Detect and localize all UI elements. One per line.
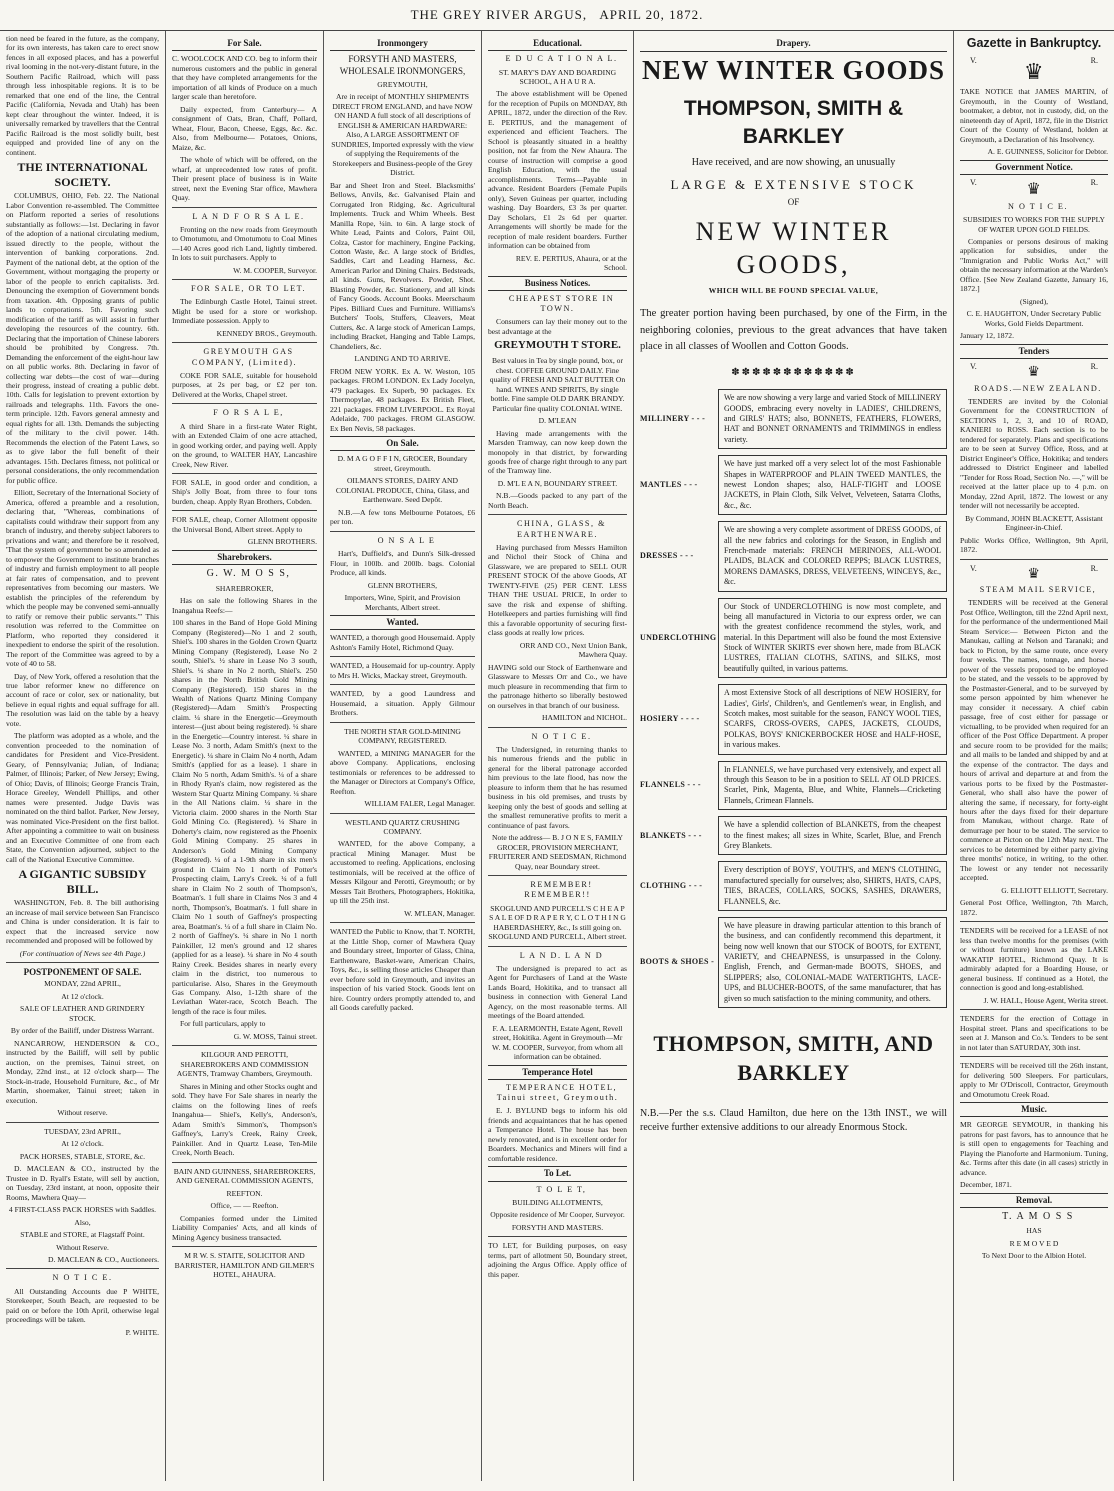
section-removal: Removal. bbox=[960, 1193, 1108, 1208]
wanted-housemaid-country: WANTED, a Housemaid for up-country. Apply to Mrs H. Wicks, Mackay street, Greymouth. bbox=[330, 661, 475, 680]
news-railroad: tion need be feared in the future, as the company, for its own interests, has taken care to erect snow fences in all exposed places, and has a powerful rival looming in the not-very-distant future, in the Southern Pacific Railroad, which will pass through less inhospitable regions. It is to be remarked that one end of the line, the Central Pacific (California, Nevada and Utah) has been kept clear throughout the winter. Indeed, it is universally remarked by travellers that the Central Pacific Railroad is the most solidly built, best equipped and provided line of any on the continent. bbox=[6, 34, 159, 157]
department-description: Every description of BOYS', YOUTH'S, and MEN'S CLOTHING, manufactured specially for ourselves; also, SHIRTS, HATS, CAPS, TIES, BRACES, COLLARS, SOCKS, SASHES, DRAWERS, FLANNELS, &c. bbox=[718, 861, 947, 911]
at12-line: At 12 o'clock. bbox=[61, 991, 104, 1001]
firm-name-footer: THOMPSON, SMITH, AND BARKLEY bbox=[653, 1031, 934, 1085]
guinness-signature: A. E. GUINNESS, Solicitor for Debtor. bbox=[987, 147, 1108, 157]
educational-title: E D U C A T I O N A L. bbox=[505, 54, 618, 64]
at12-line-2: At 12 o'clock. bbox=[61, 1139, 104, 1149]
steam-mail-tender: TENDERS will be received at the General Post Office, Wellington, till the 22nd April next, for the performance of the undermentioned Mail Steam Service:— Between Picton and the Manukau, calling at Nelson and Taranaki; and back to Picton, by the same route, once every four weeks. The names, tonnage, and horse-power of the vessels proposed to be employed to be stated, and the vessels to be approved by the Postmaster-General, and to be surveyed by some person appointed by him whenever he may consider it necessary. A chief cabin passage, free of cost either for passage or victualling, to be provided when required for an officer of the Post Office Department. A proper and secure room to be provided for the mails; and all mails to be landed and shipped by and at the expense of the contractor. The days and hours of arrival and departure at and from the various ports to be fixed by the Postmaster-General, who shall also have the power of altering the same, if necessary, for forty-eight hours after the days fixed for their departure from Manukau, without charge. Rate of demurrage per hour to be stated. The service to commence at Picton on the 12th May next. The services to be determined by either party giving three months' notice, in writing, to the other. The lowest or any tender not necessarily accepted. bbox=[960, 598, 1108, 883]
gpo-date: General Post Office, Wellington, 7th March, 1872. bbox=[960, 898, 1108, 917]
learmonth-signature: F. A. LEARMONTH, Estate Agent, Revell street, Hokitika. Agent in Greymouth—Mr W. M. COOPER, Surveyor, from whom all information can be obtained. bbox=[491, 1023, 624, 1062]
north-star-ad: WANTED, a MINING MANAGER for the above Company. Applications, enclosing testimonials or references to be addressed to the Manager or Directors at Company's Office, Reefton. bbox=[330, 748, 475, 796]
haughton-signature: C. E. HAUGHTON, Under Secretary Public Works, Gold Fields Department. bbox=[966, 309, 1102, 328]
divider bbox=[960, 559, 1108, 560]
jones-notice: The Undersigned, in returning thanks to his numerous friends and the public in general for the liberal patronage accorded him previous to the late flood, has now the pleasure to inform them that he has resumed business in his old premises, and trusts by keeping only the best of goods and selling at the smallest remunerative profits to merit a continuance of past favors. bbox=[488, 744, 627, 830]
divider bbox=[330, 813, 475, 814]
pack-horses-line: 4 FIRST-CLASS PACK HORSES with Saddles. bbox=[8, 1205, 157, 1215]
divider bbox=[960, 1009, 1108, 1010]
next-door-line: To Next Door to the Albion Hotel. bbox=[981, 1251, 1087, 1261]
page-columns bbox=[0, 31, 1114, 1481]
divider bbox=[488, 1236, 627, 1237]
news-convention: COLUMBUS, OHIO, Feb. 22. The National Labor Convention re-assembled. The Committee on Platform reported a series of resolutions substantially as follows:—1st. Declaring in favor of the adoption of a national circulating medium, issued directly to the people, without the intervention of banking corporations. 2nd. Payment of the national debt, at the option of the Government, without mortgaging the property or labor of the people to enrich capitalists. 3rd. Denouncing the exemption of Government bonds from taxation. 4th. Opposing grants of public lands to corporations. 5th. Favoring such modification of the tariff as will assist in further developing the resources of the country. 6th. Declaring that the importation of Chinese laborers should be prohibited by Congress. 7th. Demanding the enforcement of the eight-hour law on all public works. 8th. Declaring in favor of collecting war debts—the cost of war—during their progress, instead of creating a public debt. 10th. Calls for legislation to prevent extortion by railroads and telegraphs. 11th. Favors the one-term principle. 12th. Favors general amnesty and equal rights for all. 13th. Demands the subjecting of the military to the civil power. 14th. Recommends the election of the Patent Laws, so as to give labor the full benefit of their advantages. 15th. Declares fitness, not political or personal considerations, the only recommendation for public office. bbox=[6, 191, 159, 485]
column-drapery bbox=[634, 31, 954, 1481]
column-educational bbox=[482, 31, 634, 1481]
divider bbox=[172, 279, 317, 280]
glenn-importers: Importers, Wine, Spirit, and Provision Merchants, Albert street. bbox=[344, 593, 461, 612]
water-right-title: F O R S A L E, bbox=[213, 408, 284, 418]
divider bbox=[172, 1246, 317, 1247]
heading-subsidy-bill: A GIGANTIC SUBSIDY BILL. bbox=[18, 867, 147, 897]
allotment-ad: FOR SALE, cheap, Corner Allotment opposite the Universal Bond, Albert street. Apply to bbox=[172, 515, 317, 534]
section-on-sale: On Sale. bbox=[330, 436, 475, 451]
woolcock-whole: The whole of which will be offered, on the wharf, at unprecedented low rates of profit. Their present place of business is in Waite street, next the Evening Star office, Mawhera Quay. bbox=[172, 155, 317, 203]
on-sale-title: O N S A L E bbox=[377, 535, 436, 545]
westland-ad: WANTED, for the above Company, a practical Mining Manager. Must be accustomed to reefing. Applications, enclosing testimonials, will be received at the office of Messrs Kilgour and Perotti, Greymouth; or by Messrs Tait Brothers, Photographers, Hokitika, up till the 25th inst. bbox=[330, 839, 475, 906]
news-platform: The platform was adopted as a whole, and the convention proceeded to the nomination of candidates for President and Vice-President. Geary, of Pennsylvania; Julian, of Indiana; Palmer, of Illinois; Parker, of New Jersey; Ewing, of Ohio; Davis, of Illinois; George Francis Train, Horace Greeley, Wendell Phillips, and other names were presented. Judge Davis was nominated on the third ballot. Parker, New Jersey, was nominated Vice-President on the first ballot. After appointing a committee to wait on business and an Executive Committee of one from each State, the Convention adjourned, subject to the call of the National Executive Committee. bbox=[6, 731, 159, 864]
t-store-goods: Best values in Tea by single pound, box, or chest. COFFEE GROUND DAILY. Fine quality of FRESH AND SALT BUTTER On hand. WINES AND SPIRITS, By single bottle. Fine sample OLD DARK BRANDY. Particular fine quality COLONIAL WINE. bbox=[489, 356, 626, 413]
consumers-line: Consumers can lay their money out to the best advantage at the bbox=[488, 317, 627, 336]
white-notice-title: N O T I C E. bbox=[52, 1273, 113, 1283]
section-to-let: To Let. bbox=[488, 1166, 627, 1181]
kilgour-ad: Shares in Mining and other Stocks ought and sold. They have For Sale shares in nearly the claims on the following lines of reefs Inangahua— Shiel's, Kelly's, Anderson's, Adam Smith's Simmon's, Thompson's Gaffney's, Larry's Creek, Rainy Creek, Painkiller. And in Quartz Lease, Ten-Mile Creek, North Beach. bbox=[172, 1081, 317, 1158]
shipment-note: N.B.—Per the s.s. Claud Hamilton, due here on the 13th INST., we will receive further extensive additions to our already Enormous Stock. bbox=[640, 1108, 947, 1134]
department-name: BOOTS & SHOES - bbox=[640, 957, 715, 967]
firm-name: THOMPSON, SMITH & BARKLEY bbox=[683, 97, 904, 148]
column-ironmongery bbox=[324, 31, 482, 1481]
coke-ad: COKE FOR SALE, suitable for household purposes, at 2s per bag, or £2 per ton. Delivered at the Works, Chapel street. bbox=[172, 370, 317, 399]
ship-list: FROM NEW YORK. Ex A. W. Weston, 105 packages. FROM LONDON. Ex Lady Jocelyn, 479 packages. Ex Superb, 90 packages. Ex Thermopylae, 48 packages. Ex British Fleet, 221 packages. FROM LIVERPOOL. Ex Royal Adelaide, 700 packages. FROM GLASGOW. Ex Ben Nevis, 58 packages. bbox=[330, 366, 475, 433]
moss-particulars: For full particulars, apply to bbox=[180, 1019, 266, 1029]
large-stock-line: LARGE & EXTENSIVE STOCK bbox=[670, 176, 917, 192]
hamilton-signature: HAMILTON and NICHOL. bbox=[541, 713, 627, 723]
department-row bbox=[640, 521, 947, 591]
woolcock-ad: C. WOOLCOCK AND CO. beg to inform their numerous customers and the public in general that they have completed arrangements for the importation of all kinds of Produce on a much larger scale than heretofore. bbox=[172, 54, 317, 102]
moss-title: G. W. M O S S, bbox=[206, 568, 291, 580]
signed-line: (Signed), bbox=[1019, 296, 1049, 306]
opposite-cooper: Opposite residence of Mr Cooper, Surveyor. bbox=[490, 1210, 625, 1220]
lease-tender: TENDERS will be received for a LEASE of not less than twelve months for the premises (with or without furniture) known as the LAKE WAKATIP HOTEL, Richmond Quay. It is admirably adapted for a Boarding House, or general business. If continued as a Hotel, the connection is good and long-established. bbox=[960, 926, 1108, 993]
mlean-name: D. M'LEAN bbox=[538, 416, 577, 426]
r-letter: R. bbox=[1090, 362, 1098, 372]
subsidies-text: Companies or persons desirous of making application for subsidies, under the "Immigration and Public Works Act," will obtain the necessary information at the Warden's Office. [See New Zealand Gazette, January 16, 1872.] bbox=[960, 236, 1108, 294]
crown-icon: ♛ bbox=[1027, 566, 1040, 582]
masthead-date: APRIL 20, 1872. bbox=[599, 7, 704, 22]
section-tenders: Tenders bbox=[960, 344, 1108, 359]
westland-title: WESTLAND QUARTZ CRUSHING COMPANY. bbox=[345, 817, 460, 836]
heading-international-society: THE INTERNATIONAL SOCIETY. bbox=[17, 160, 148, 190]
building-allotments: BUILDING ALLOTMENTS, bbox=[512, 1197, 603, 1207]
department-row bbox=[640, 389, 947, 449]
bankruptcy-notice: TAKE NOTICE that JAMES MARTIN, of Greymouth, in the County of Westland, bootmaker, a debtor, not in custody, did, on the nineteenth day of April, 1872, file in the District Court of the County of Westland, holden at Greymouth, a Declaration of his Insolvency. bbox=[960, 87, 1108, 144]
department-name: BLANKETS - - - bbox=[640, 830, 702, 840]
divider bbox=[6, 1122, 159, 1123]
divider bbox=[330, 656, 475, 657]
edinburgh-ad: The Edinburgh Castle Hotel, Tainui street. Might be used for a store or workshop. Immediate possession. Apply to bbox=[172, 297, 317, 326]
royal-arms bbox=[960, 56, 1108, 88]
divider bbox=[488, 875, 627, 876]
section-government-notice: Government Notice. bbox=[960, 160, 1108, 175]
lead-paragraph: The greater portion having been purchased, by one of the Firm, in the neighboring colonies, previous to the great advances that have taken place in all classes of Woollen and Cotton Goods. bbox=[640, 307, 947, 353]
divider bbox=[172, 510, 317, 511]
department-name: DRESSES - - - bbox=[640, 551, 694, 561]
sleepers-tender: TENDERS will be received till the 26th instant, for delivering 500 Sleepers. For particulars, apply to Mr O'Driscoll, Contractor, Greymouth and Omotumotu Creek Road. bbox=[960, 1061, 1108, 1099]
magoffin-nb: N.B.—A few tons Melbourne Potatoes, £6 per ton. bbox=[330, 507, 475, 527]
mlean-boundary: D. M'L E A N, BOUNDARY STREET. bbox=[497, 478, 618, 488]
bain-title: BAIN AND GUINNESS, SHAREBROKERS, AND GENERAL COMMISSION AGENTS, bbox=[173, 1166, 316, 1186]
water-right-ad: A third Share in a first-rate Water Right, with an Extended Claim of one acre attached, in good working order, and paying well. Apply on the ground, to WALTER HAY, Lancashire Creek, New River. bbox=[172, 421, 317, 469]
steam-mail-title: STEAM MAIL SERVICE, bbox=[979, 585, 1097, 595]
magoffin-title: D. M A G O F F I N, GROCER, Boundary street, Greymouth. bbox=[337, 454, 468, 473]
v-letter: V. bbox=[970, 55, 977, 65]
bylund-ad: E. J. BYLUND begs to inform his old friends and acquaintances that he has opened a Temperance Hotel. The house has been newly renovated, and is in excellent order for Boarders. Mechanics and Miners will find a comfortable residence. bbox=[488, 1106, 627, 1163]
divider bbox=[330, 531, 475, 532]
divider bbox=[330, 684, 475, 685]
maclean-signature: D. MACLEAN & CO., Auctioneers. bbox=[48, 1254, 159, 1264]
subsidies-title: SUBSIDIES TO WORKS FOR THE SUPPLY OF WATER UPON GOLD FIELDS. bbox=[963, 215, 1105, 234]
hamilton-ad: HAVING sold our Stock of Earthenware and Glassware to Messrs Orr and Co., we have much pleasure in recommending that firm to the patronage hitherto so liberally bestowed on ourselves in that branch of our business. bbox=[488, 662, 627, 710]
forsyth-receipt: Are in receipt of MONTHLY SHIPMENTS DIRECT FROM ENGLAND, and have NOW ON HAND A full stock of all descriptions of ENGLISH & AMERICAN HARDWARE: Also, A LARGE ASSORTMENT OF SUNDRIES, Imported expressly with the view of supplying the Requirements of the Storekeepers and Business-people of the Grey District. bbox=[331, 92, 474, 178]
section-ironmongery: Ironmongery bbox=[330, 37, 475, 51]
news-elliott: Elliott, Secretary of the International Society of America, offered a preamble and a resolution, declaring that, "Whereas, combinations of capitalists could withdraw their support from any branch of industry, and thereby subject laborers to privations and want; and therefore be it resolved, 'That the system of government be so amended as to empower the Government to institute branches of industry and furnish employment to all people at fair rates of compensation, and to prevent representatives from becoming our masters. We establish the principles of the referendum by which the people may be convened semi-annually to ratify or remove their public servants.'" This resolution was referred to the Committee on Platform, who reported they considered it inexpedient to endorse the spirit of the resolution. The report of the Committee was agreed to by a vote of 40 to 58. bbox=[6, 488, 159, 669]
department-name: MANTLES - - - bbox=[640, 480, 698, 490]
divider bbox=[172, 207, 317, 208]
department-row bbox=[640, 816, 947, 855]
pertius-signature: REV. E. PERTIUS, Ahaura, or at the School. bbox=[515, 253, 627, 273]
divider bbox=[172, 473, 317, 474]
white-signature: P. WHITE. bbox=[125, 1327, 159, 1337]
elliott-signature: G. ELLIOTT ELLIOTT, Secretary. bbox=[1001, 885, 1108, 895]
section-temperance: Temperance Hotel bbox=[488, 1065, 627, 1080]
v-letter: V. bbox=[970, 362, 977, 372]
north-beach-note: N.B.—Goods packed to any part of the North Beach. bbox=[488, 491, 627, 510]
land-for-sale: Fronting on the new roads from Greymouth to Omotumotu, and Omotumotu to Coal Mines—140 Acres good rich Land, lightly timbered. In lots to suit purchasers. Apply to bbox=[172, 224, 317, 263]
department-name: HOSIERY - - - - bbox=[640, 714, 700, 724]
stable-line: STABLE and STORE, at Flagstaff Point. bbox=[20, 1230, 145, 1240]
st-marys-title: ST. MARY'S DAY AND BOARDING SCHOOL, A H A U R A. bbox=[498, 67, 617, 86]
department-description: We have pleasure in drawing particular attention to this branch of the business, and can confidently recommend this department, it being now well known that our STOCK of BOOTS, for EXTENT, VARIETY, and CHEAPNESS, is unsurpassed in the Colony. English, French, and German-made BOOTS, SHOES, and SLIPPERS; also, COLONIAL-MADE WATERTIGHTS, LACE-UPS, and BLUCHER-BOOTS, of the same manufacturer, that has given so much satisfaction to the mining community, and others. bbox=[718, 917, 947, 1008]
land-for-sale-title: L A N D F O R S A L E. bbox=[192, 211, 305, 221]
r-letter: R. bbox=[1090, 563, 1098, 573]
divider bbox=[960, 1056, 1108, 1057]
blackett-signature: By Command, JOHN BLACKETT, Assistant Engineer-in-Chief. bbox=[965, 513, 1103, 533]
department-row bbox=[640, 861, 947, 911]
column-notices bbox=[954, 31, 1114, 1481]
skoglund-ad: SKOGLUND AND PURCELL'S C H E A P S A L E OF D R A P E R Y, C L O T H I N G HABERDASHERY, &c., Is still going on. SKOGLUND AND PURCELL, Albert street. bbox=[488, 903, 627, 942]
orr-signature: ORR AND CO., Next Union Bank, Mawhera Quay. bbox=[519, 640, 627, 660]
new-winter-goods-headline: NEW WINTER GOODS bbox=[641, 54, 946, 85]
moss-removal-title: T. A M O S S bbox=[1002, 1210, 1074, 1222]
of-line: OF bbox=[787, 196, 800, 207]
gazette-bankruptcy-heading: Gazette in Bankruptcy. bbox=[966, 36, 1102, 50]
faler-signature: WILLIAM FALER, Legal Manager. bbox=[364, 799, 475, 809]
leather-sale: SALE OF LEATHER AND GRINDERY STOCK. bbox=[20, 1004, 145, 1023]
china-title: CHINA, GLASS, & EARTHENWARE. bbox=[517, 519, 606, 539]
land-agent-title: L A N D. L A N D bbox=[519, 950, 604, 960]
gov-notice-title: N O T I C E. bbox=[1007, 201, 1068, 211]
bain-reefton: REEFTON. bbox=[226, 1188, 263, 1198]
edinburgh-title: FOR SALE, OR TO LET. bbox=[190, 284, 307, 294]
crown-icon: ♛ bbox=[1027, 365, 1040, 381]
jones-address: Note the address— B. J O N E S, FAMILY GROCER, PROVISION MERCHANT, FRUITERER AND SEEDSMAN, Richmond Quay, near Boundary street. bbox=[488, 833, 627, 871]
news-subsidy: WASHINGTON, Feb. 8. The bill authorising an increase of mail service between San Francisco and China is under consideration. It is fair to expect that the increased service now recommended and proposed will be followed by bbox=[6, 898, 159, 946]
crown-icon: ♛ bbox=[1026, 180, 1041, 198]
tuesday-line: TUESDAY, 23rd APRIL, bbox=[44, 1126, 121, 1136]
divider bbox=[172, 342, 317, 343]
jan-date: January 12, 1872. bbox=[960, 331, 1014, 341]
section-sharebrokers-label: Sharebrokers. bbox=[172, 550, 317, 565]
gas-company-title: GREYMOUTH GAS COMPANY, (Limited). bbox=[191, 347, 298, 367]
news-day: Day, of New York, offered a resolution that the true labor reformer knew no difference on account of race or color, sex or nationality, but believe in equal rights and equal suffrage for all. The resolution was laid on the table by a heavy vote. bbox=[6, 671, 159, 728]
removed-line: R E M O V E D bbox=[1009, 1238, 1059, 1248]
mlean-signature: W. M'LEAN, Manager. bbox=[404, 908, 475, 918]
masthead-paper: THE GREY RIVER ARGUS, bbox=[410, 7, 588, 22]
magoffin-stores: OILMAN'S STORES, DAIRY AND COLONIAL PRODUCE, China, Glass, and Earthenware. Seed Depôt. bbox=[335, 476, 470, 505]
intro-line: Have received, and are now showing, an unusually bbox=[691, 156, 896, 168]
divider bbox=[960, 921, 1108, 922]
department-name: CLOTHING - - - bbox=[640, 880, 703, 890]
department-description: We are now showing a very large and varied Stock of MILLINERY GOODS, embracing every novelty in LADIES', CHILDREN'S, and GIRLS' HATS; also, BONNETS, FEATHERS, FLOWERS, HAT and BONNET ORNAMENTS and TRIMMINGS in endless variety. bbox=[718, 389, 947, 449]
department-name: UNDERCLOTHING bbox=[640, 632, 717, 642]
wanted-laundress: WANTED, by a good Laundress and Housemaid, a situation. Apply Gilmour Brothers. bbox=[330, 689, 475, 718]
section-music: Music. bbox=[960, 1102, 1108, 1117]
divider bbox=[6, 1268, 159, 1269]
royal-arms-4 bbox=[960, 564, 1108, 586]
royal-arms-3 bbox=[960, 362, 1108, 384]
north-star-title: THE NORTH STAR GOLD-MINING COMPANY, REGISTERED. bbox=[344, 726, 461, 746]
roads-title: ROADS.—NEW ZEALAND. bbox=[974, 383, 1102, 393]
temperance-title: TEMPERANCE HOTEL, Tainui street, Greymouth. bbox=[496, 1082, 619, 1103]
forsyth-location: GREYMOUTH, bbox=[377, 79, 428, 89]
tramway-ad: Having made arrangements with the Marsden Tramway, can now keep down the monopoly in that district, by forwarding goods free of charge right through to any part of the Tramway line. bbox=[488, 428, 627, 476]
also-line: Also, bbox=[74, 1217, 91, 1227]
section-business-notices: Business Notices. bbox=[488, 276, 627, 291]
section-drapery: Drapery. bbox=[640, 37, 947, 52]
kennedy-signature: KENNEDY BROS., Greymouth. bbox=[216, 328, 317, 338]
column-for-sale bbox=[166, 31, 324, 1481]
dec-date: December, 1871. bbox=[960, 1180, 1012, 1190]
department-name: FLANNELS - - - bbox=[640, 780, 701, 790]
section-for-sale: For Sale. bbox=[172, 37, 317, 51]
woolcock-daily: Daily expected, from Canterbury— A consignment of Oats, Bran, Chaff, Pollard, Wheat, Flour, Bacon, Cheese, Eggs, &c. &c. Also, from Melbourne— Potatoes, Onions, Maize, &c. bbox=[172, 104, 317, 152]
ornament-divider: ✽✽✽✽✽✽✽✽✽✽✽✽ bbox=[731, 367, 856, 379]
divider bbox=[172, 1045, 317, 1046]
department-description: In FLANNELS, we have purchased very extensively, and expect all through this Season to be in a position to SELL AT OLD PRICES. Scarlet, Pink, Magenta, Blue, and White, Flannels—Cricketing Flannels, Crimean Flannels. bbox=[718, 761, 947, 811]
jones-notice-title: N O T I C E. bbox=[531, 731, 592, 741]
pwo-date: Public Works Office, Wellington, 9th April, 1872. bbox=[960, 535, 1108, 555]
department-name: MILLINERY - - - bbox=[640, 414, 706, 424]
royal-arms-2 bbox=[960, 178, 1108, 202]
department-row bbox=[640, 917, 947, 1008]
pack-horses-heading: PACK HORSES, STABLE, STORE, &c. bbox=[19, 1151, 146, 1161]
wanted-housemaid: WANTED, a thorough good Housemaid. Apply Ashton's Family Hotel, Richmond Quay. bbox=[330, 633, 475, 652]
cheapest-store-title: CHEAPEST STORE IN TOWN. bbox=[508, 293, 615, 314]
department-description: Our Stock of UNDERCLOTHING is now most complete, and being all manufactured in Victoria to our express order, we can with the greatest confidence recommend the styles, work, and material. In this Department will also be found the most Extensive Stock of WINTER SKIRTS ever shown here, made from BLACK LUSTRES, ITALIAN CLOTHS, SATINS, and SILKS, most beautifully quilted, in various patterns. bbox=[718, 598, 947, 679]
without-reserve: Without reserve. bbox=[57, 1108, 108, 1118]
divider bbox=[488, 514, 627, 515]
special-value-line: WHICH WILL BE FOUND SPECIAL VALUE, bbox=[708, 286, 879, 296]
to-let-ad: TO LET, for Building purposes, on easy terms, part of allotment 50, Boundary street, adjoining the Argus Office. Apply office of this paper. bbox=[488, 1241, 627, 1279]
continuation-note: (For continuation of News see 4th Page.) bbox=[19, 948, 146, 958]
v-letter: V. bbox=[970, 563, 977, 573]
to-let-title: T O L E T, bbox=[536, 1184, 587, 1194]
column-news bbox=[0, 31, 166, 1481]
roads-tender: TENDERS are invited by the Colonial Government for the CONSTRUCTION of SECTIONS 1, 2, 3, and 10 of ROAD, KANIERI to ROSS. Each section is to be tendered for separately. Plans and specifications are to be seen at Survey Office, Ross, and at District Engineer's Office, Hokitika; and tenders addressed to District Engineer and labelled "Tender for Ross Road, Section No. —," will be received at the latter place up to 4 p.m. on Monday, 22nd April, 1872. The lowest or any tender will not necessarily be accepted. bbox=[960, 396, 1108, 511]
divider bbox=[172, 1162, 317, 1163]
without-reserve-2: Without Reserve. bbox=[56, 1242, 109, 1252]
department-row bbox=[640, 598, 947, 679]
fm-signature: FORSYTH AND MASTERS. bbox=[511, 1222, 604, 1232]
monday-line: MONDAY, 22nd APRIL, bbox=[44, 979, 121, 989]
cottage-tender: TENDERS for the erection of Cottage in Hospital street. Plans and specifications to be seen at J. Manson and Co.'s. Tenders to be sent in not later than SATURDAY, 30th inst. bbox=[960, 1014, 1108, 1052]
school-details: The above establishment will be Opened for the reception of Pupils on MONDAY, 8th APRIL, 1872, under the direction of the Rev. E. PERTIUS, and the management of experienced and efficient Teachers. The School is pleasantly situated in a healthy position, not far from the New Ahaura. The course of instruction will comprise a good English Education, with the usual accomplishments. Terms—Payable in advance. Resident Boarders (Female Pupils only), Seven Guineas per quarter, including washing. Day Boarders, £3 3s per quarter. Day Scholars, £1 2s 6d per quarter. Arrangements will shortly be made for the reception of male resident boarders. Further information can be obtained from bbox=[488, 89, 627, 251]
has-line: HAS bbox=[1026, 1226, 1042, 1236]
flour-ad: Hart's, Duffield's, and Dunn's Silk-dressed Flour, in 100lb. and 200lb. bags. Colonial Produce, all kinds. bbox=[330, 549, 475, 578]
department-description: We have just marked off a very select lot of the most Fashionable Shapes in WATERPROOF and PLAIN TWEED MANTLES, the newest London shapes; also, HALF-TIGHT and LOOSE JACKETS, in Plain Cloth, Silk Velvet, Velveteen, Satarra Cloths, &c., &c. bbox=[718, 455, 947, 515]
maclean-ad: D. MACLEAN & CO., instructed by the Trustee in D. Ryall's Estate, will sell by auction, on Tuesday, 23rd instant, at noon, opposite their Rooms, Mawhera Quay— bbox=[6, 1164, 159, 1202]
department-description: We are showing a very complete assortment of DRESS GOODS, of all the new fabrics and colorings for the Season, in English and French-made materials: FRENCH MERINOES, ALL-WOOL PLAIDS, BLACK and COLORED REPPS; BLACK LUSTRES, MORENS DAMASKS, DRESS, VELVETEENS, WINCEYS, &c., &c. bbox=[718, 521, 947, 591]
r-letter: R. bbox=[1090, 55, 1098, 65]
new-winter-goods-headline-2: NEW WINTER GOODS, bbox=[695, 216, 892, 280]
section-educational: Educational. bbox=[488, 37, 627, 51]
v-letter: V. bbox=[970, 177, 977, 187]
moss-sharebroker: SHAREBROKER, bbox=[215, 583, 274, 593]
moss-signature: G. W. MOSS, Tainui street. bbox=[233, 1031, 317, 1041]
forsyth-items: Bar and Sheet Iron and Steel. Blacksmiths' Bellows, Anvils, &c. Galvanised Plain and Corrugated Iron Ridging, &c. Agricultural Implements. Truck and Whim Wheels. Best Manilla Rope, ¼in. to 6in. A large stock of White Lead, Paints and Colors, Paint Oil, Colza, Castor for machinery, Engine Packing, Cotton Waste, &c. A large stock of Bridles, Saddles, Cart and Leading Harness, &c. American Parlor and Dining Chairs. Bedsteads, all kinds. Guns, Revolvers. Powder, Shot. Blasting Powder, &c. Stationery, and all kinds of Fancy Goods. Account Books. Meerschaum Pipes. Billiard Cues and Furniture. Williams's Butchers' Tools, Stuffers, Cleavers, Meat Cutters, &c. A large stock of American Lamps, including Bracket, Hanging and Table Lamps, Chandeliers, &c. bbox=[330, 180, 475, 351]
department-row bbox=[640, 684, 947, 754]
glenn-signature: GLENN BROTHERS. bbox=[247, 537, 317, 547]
nancarrow-ad: NANCARROW, HENDERSON & CO., instructed by the Bailiff, will sell by public auction, on the premises, Tainui street, on Monday, 22nd inst., at 12 o'clock sharp— The Stock-in-trade, Household Furniture, &c., of Mr Martin, shoemaker, Tainui street; taken in execution. bbox=[6, 1038, 159, 1105]
divider bbox=[488, 946, 627, 947]
section-wanted: Wanted. bbox=[330, 615, 475, 630]
department-row bbox=[640, 455, 947, 515]
china-ad: Having purchased from Messrs Hamilton and Nichol their Stock of China and Glassware, we are prepared to SELL OUR PRESENT STOCK Of the above Goods, AT TWENTY-FIVE (25) PER CENT. LESS THAN THE USUAL PRICE, In order to save the risk and expense of shifting. Hotelkeepers and parties furnishing will find this a favorable opportunity of securing first-class goods at really low prices. bbox=[488, 542, 627, 638]
postponement-heading: POSTPONEMENT OF SALE. bbox=[23, 967, 142, 978]
white-notice: All Outstanding Accounts due P WHITE, Storekeeper, South Beach, are requested to be paid on or before the 10th April, otherwise legal proceedings will be taken. bbox=[6, 1286, 159, 1325]
bain-companies: Companies formed under the Limited Liability Companies' Acts, and all kinds of Mining Agency business transacted. bbox=[172, 1213, 317, 1242]
divider bbox=[330, 922, 475, 923]
r-letter: R. bbox=[1090, 177, 1098, 187]
department-row bbox=[640, 761, 947, 811]
jolly-boat-ad: FOR SALE, in good order and condition, a Ship's Jolly Boat, from three to four tons burden, cheap. Apply Ryan Brothers, Cobden. bbox=[172, 478, 317, 506]
landing-heading: LANDING AND TO ARRIVE. bbox=[354, 354, 451, 364]
department-description: We have a splendid collection of BLANKETS, from the cheapest to the finest makes; all sizes in White, Scarlet, Blue, and French Grey Blankets. bbox=[718, 816, 947, 855]
hall-signature: J. W. HALL, House Agent, Werita street. bbox=[983, 995, 1108, 1005]
t-store-title: GREYMOUTH T STORE. bbox=[494, 339, 621, 352]
seymour-ad: MR GEORGE SEYMOUR, in thanking his patrons for past favors, has to announce that he is still open to engagements for Teaching and Playing the Pianoforte and Harmonium. Tuning, &c. Terms after this date (in all cases) strictly in advance. bbox=[960, 1120, 1108, 1177]
land-agent-ad: The undersigned is prepared to act as Agent for Purchasers of Land at the Waste Lands Board, Hokitika, and to transact all business in connection with General Land Agency, on the most reasonable terms. All meetings of the Board attended. bbox=[488, 963, 627, 1021]
divider bbox=[6, 962, 159, 963]
bailiff-line: By order of the Bailiff, under Distress Warrant. bbox=[10, 1026, 155, 1036]
bain-office: Office, — — Reefton. bbox=[210, 1201, 279, 1211]
department-description: A most Extensive Stock of all descriptions of NEW HOSIERY, for Ladies', Girls', Children's, and Gentlemen's wear, in English, and Scotch makes, most suitable for the season, FANCY WOOL TIES, SCARFS, CROSS-OVERS, CAPES, JACKETS, CLOUDS, POLKAS, BOYS' KNICKERBOCKER HOSE and HALF-HOSE, in various makes. bbox=[718, 684, 947, 754]
divider bbox=[488, 727, 627, 728]
moss-share-list: 100 shares in the Band of Hope Gold Mining Company (Registered)—No 1 and 2 south, Shiel's. 100 shares in the Golden Crown Quartz Mining Company (Registered), Lease No 2 south, Shiel's. ½ share in Lease No 3 south, Shiel's. ¼ share in No 2 north, Shiel's. 250 shares in the North British Gold Mining Company (Registered). 150 shares in the Wealth of Nations Quartz Mining Company (Registered)—Adam Smith's Prospecting claim. ¼ share in the Energetic—Greymouth interest—(just about being registered). ¼ share in the Energetic—Country interest. ¼ share in Lease No. 3 north, Adam Smith's (next to the Energetic). ¼ share in Claim No 4 north, Adam Smith's (applied for as a lease). 1 share in Claim No 5 north, Adam Smith's. ¼ of a share in Rhody Ryan's claim, now registered as the Western Star Quartz Mining Company. ¼ share in the All Nations claim. ¼ share in the Victoria claim. 2000 shares in the North Star Gold Mining Co. (Registered). ¼ Share in Doherty's claim, now registered as the Phoenix Gold Mining Company. 25 shares in Anderson's Gold Mining Company (Registered). ¼ of a 1-9th share in six men's ground in Claim No 1 north of Potter's Prospecting claim, Larry's Creek. ¼ of a full share in Claim No 2 south of Thompson's, Boatman's. 1 full share in Claims Nos 3 and 4 north, Thompson's, Boatman's. 1 full share in Claim No 1 south of Gaffney's prospecting area, Boatman's. ¼ of a full share in Claim No. 2 north of Gaffney's. ¼ share in No 1 north Painkiller, 12 men's ground and 12 shares (applied for as a lease). ¼ share in No 4 south Rainy Creek. Besides shares in nearly every claim in the district, too numerous to particularise. Also, Shares in the Greymouth Gas Company. Also, 1-12th share of the Leviathan Water-race, Scotch Beach. The length of the race is four miles. bbox=[172, 618, 317, 1016]
divider bbox=[330, 722, 475, 723]
moss-intro: Has on sale the following Shares in the Inangahua Reefs:— bbox=[172, 596, 317, 615]
staite-ad: M R W. S. STAITE, SOLICITOR AND BARRISTER, HAMILTON AND GILMER'S HOTEL, AHAURA. bbox=[174, 1251, 315, 1280]
divider bbox=[172, 403, 317, 404]
department-list bbox=[640, 389, 947, 1008]
crown-icon: ♛ bbox=[1023, 58, 1044, 84]
north-shop-ad: WANTED the Public to Know, that T. NORTH, at the Little Shop, corner of Mawhera Quay and Boundary street, Importer of Glass, China, Earthenware, Basket-ware, American Chairs, Toys, &c., is selling those articles Cheaper than ever before sold in Greymouth, and invites an inspection of his varied Stock. Goods lent on hire. Country orders promptly attended to, and all Goods carefully packed. bbox=[330, 927, 475, 1013]
glenn-brothers: GLENN BROTHERS, bbox=[367, 580, 438, 590]
kilgour-title: KILGOUR AND PEROTTI, SHAREBROKERS AND COMMISSION AGENTS, Tramway Chambers, Greymouth. bbox=[176, 1050, 313, 1079]
masthead bbox=[0, 0, 1114, 31]
cooper-signature: W. M. COOPER, Surveyor. bbox=[233, 265, 317, 275]
remember-title: REMEMBER! REMEMBER!! bbox=[524, 880, 593, 900]
forsyth-title: FORSYTH AND MASTERS, WHOLESALE IRONMONGERS, bbox=[339, 54, 466, 76]
